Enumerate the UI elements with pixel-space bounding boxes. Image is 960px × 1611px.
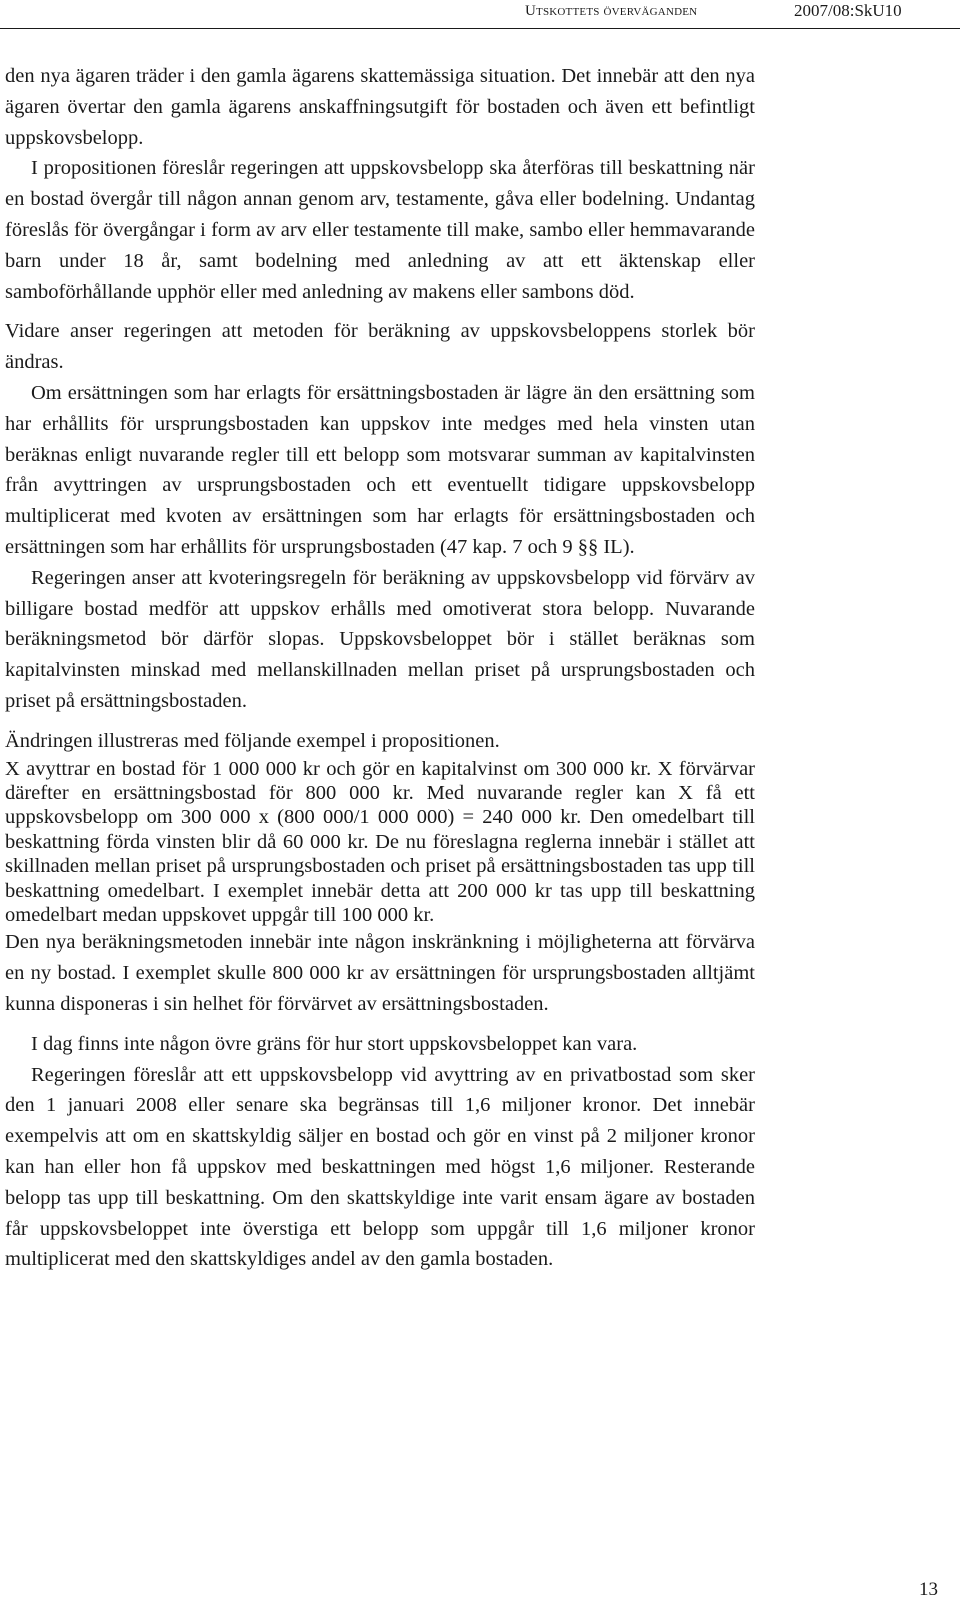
- header-rule: [0, 28, 960, 29]
- paragraph-proposition: I propositionen föreslår regeringen att uppskovsbelopp ska återföras till beskattning när en bostad övergår till någon annan genom arv, testamente, gåva eller bodelning. Undantag föreslås för övergångar i form av arv eller testamente till make, sambo eller hemmavarande barn under 18 år, samt bodelning med anledning av att ett äktenskap eller samboförhållande upphör eller med anledning av makens eller sambons död.: [5, 157, 755, 303]
- paragraph-limit-proposal: Regeringen föreslår att ett uppskovsbelopp vid avyttring av en privatbostad som sker den 1 januari 2008 eller senare ska begränsas till 1,6 miljoner kronor. Det innebär exempelvis att om en skattskyldig säljer en bostad och gör en vinst på 2 miljoner kronor kan han eller hon få uppskov med beskattningen med högst 1,6 miljoner. Resterande belopp tas upp till beskattning. Om den skattskyldige inte varit ensam ägare av bostaden får uppskovsbeloppet inte överstiga ett belopp som uppgår till 1,6 miljoner kronor multiplicerat med den skattskyldiges andel av den gamla bostaden.: [5, 1063, 755, 1271]
- paragraph-continuation: den nya ägaren träder i den gamla ägarens skattemässiga situation. Det innebär att den nya ägaren övertar den gamla ägarens anskaffningsutgift för bostaden och även ett befintligt uppskovsbelopp.: [5, 65, 755, 149]
- page-number: 13: [919, 1579, 938, 1600]
- example-block: X avyttrar en bostad för 1 000 000 kr och gör en kapitalvinst om 300 000 kr. X förvärvar därefter en ersättningsbostad för 800 000 kr. Med nuvarande regler kan X få ett uppskovsbelopp om 300 000 x (800 000/1 000 000) = 240 000 kr. Den omedelbart till beskattning förda vinsten blir då 60 000 kr. De nu föreslagna reglerna innebär i stället att skillnaden mellan priset på ursprungsbostaden och priset på ersättningsbostaden tas upp till beskattning omedelbart. I exemplet innebär detta att 200 000 kr tas upp till beskattning omedelbart medan uppskovet uppgår till 100 000 kr.: [5, 757, 755, 926]
- main-text: [5, 61, 755, 1275]
- paragraph-government-view: Regeringen anser att kvoteringsregeln för beräkning av uppskovsbelopp vid förvärv av billigare bostad medför att uppskov erhålls med omotiverat stora belopp. Nuvarande beräkningsmetod bör därför slopas. Uppskovsbeloppet bör i stället beräknas som kapitalvinsten minskad med mellanskillnaden mellan priset på ursprungsbostaden och priset på ersättningsbostaden.: [5, 566, 755, 712]
- document-id: 2007/08:SkU10: [794, 1, 902, 20]
- paragraph-no-upper-limit: I dag finns inte någon övre gräns för hur stort uppskovsbeloppet kan vara.: [31, 1032, 638, 1055]
- paragraph-new-method: Den nya beräkningsmetoden innebär inte någon inskränkning i möjligheterna att förvärva en ny bostad. I exemplet skulle 800 000 kr av ersättningen för ursprungsbostaden alltjämt kunna disponeras i sin helhet för förvärvet av ersättningsbostaden.: [5, 931, 755, 1015]
- page-header: [0, 0, 960, 48]
- paragraph-example-intro: Ändringen illustreras med följande exempel i propositionen.: [5, 729, 500, 752]
- paragraph-method: Vidare anser regeringen att metoden för beräkning av uppskovsbeloppens storlek bör ändras.: [5, 320, 755, 374]
- paragraph-current-rules: Om ersättningen som har erlagts för ersättningsbostaden är lägre än den ersättning som har erhållits för ursprungsbostaden kan uppskov inte medges med hela vinsten utan beräknas enligt nuvarande regler till ett belopp som motsvarar summan av kapitalvinsten från avyttringen av ursprungsbostaden och ett eventuellt tidigare uppskovsbelopp multiplicerat med kvoten av ersättningen som har erlagts för ersättningsbostaden och ersättningen som har erhållits för ursprungsbostaden (47 kap. 7 och 9 §§ IL).: [5, 381, 755, 558]
- running-section-title: Utskottets överväganden: [525, 3, 698, 19]
